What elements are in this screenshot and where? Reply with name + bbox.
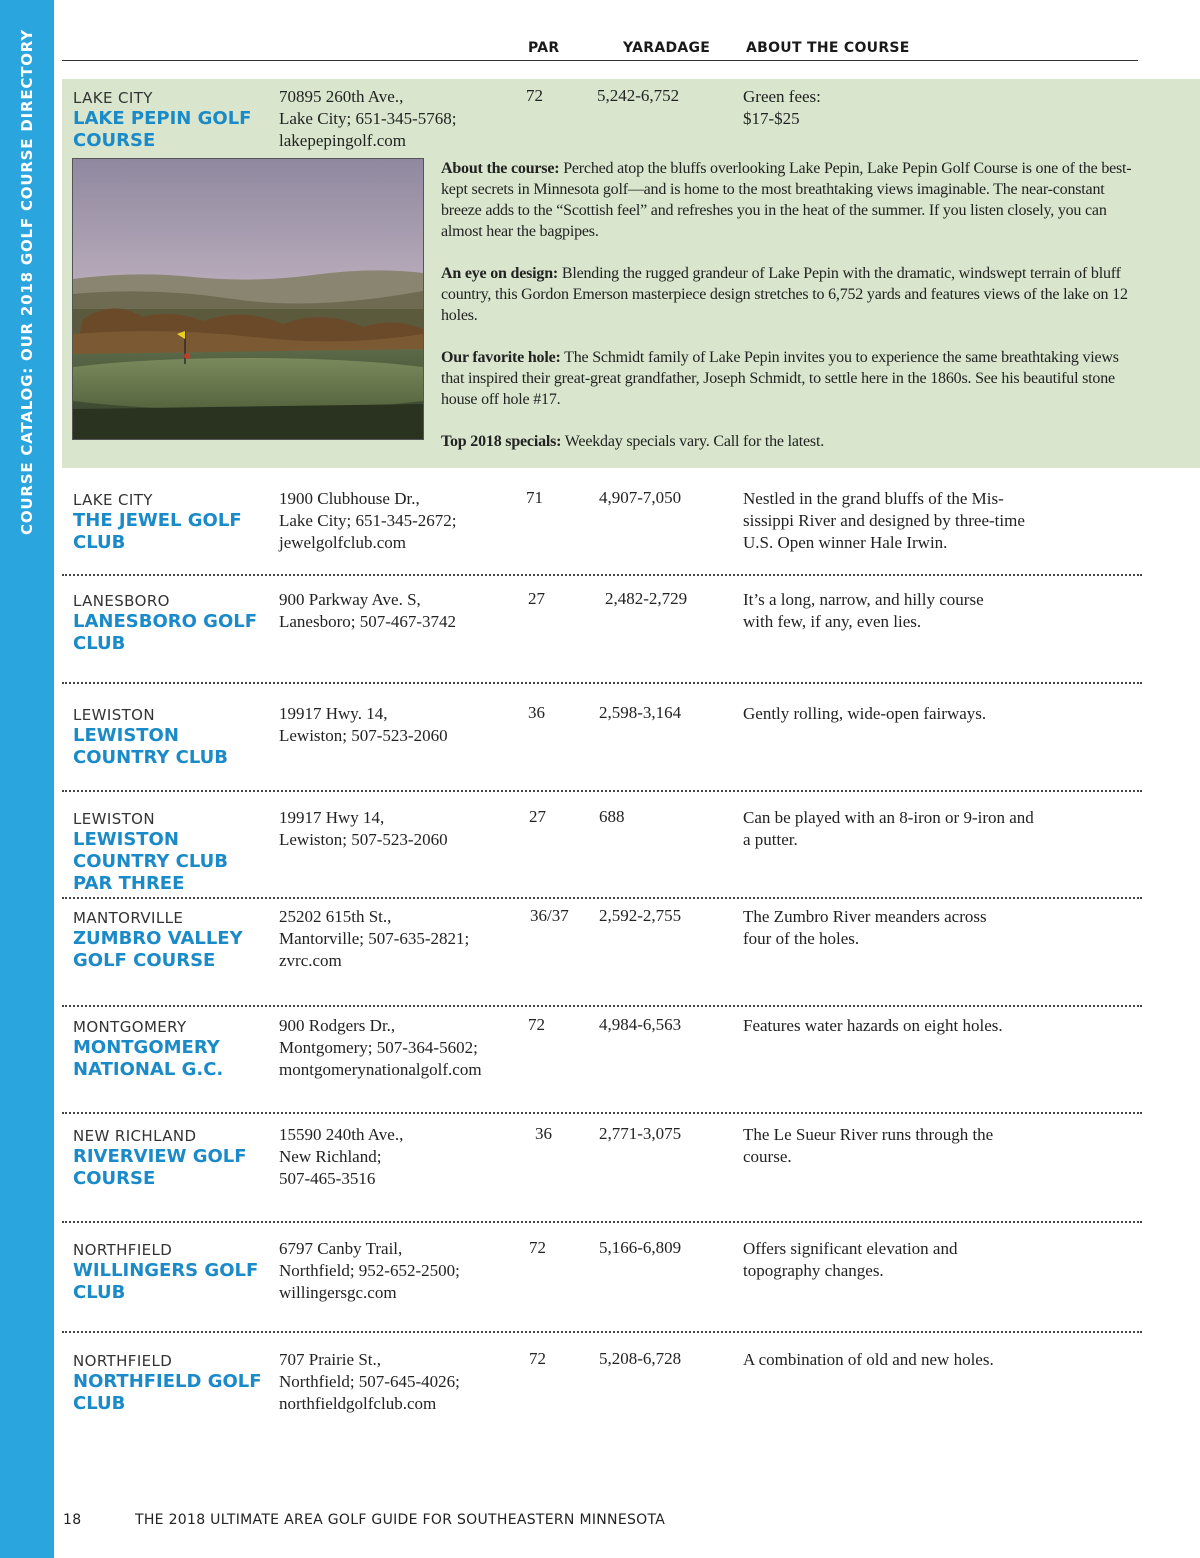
course-par: 72 — [526, 86, 543, 105]
course-city: MANTORVILLE — [73, 909, 184, 927]
course-city: LEWISTON — [73, 810, 156, 828]
address-line: 507-465-3516 — [279, 1169, 376, 1188]
desc-design — [441, 263, 1141, 326]
course-address — [279, 1124, 519, 1190]
header-par: PAR — [528, 40, 560, 56]
row-divider — [62, 682, 1142, 684]
course-about: Offers significant elevation and topography changes. — [743, 1239, 958, 1280]
green-fees-label: Green fees: — [743, 87, 821, 106]
course-yardage: 5,242-6,752 — [597, 86, 680, 105]
course-par: 72 — [528, 1015, 545, 1034]
course-yardage: 2,771-3,075 — [599, 1124, 682, 1143]
desc-label: Top 2018 specials: — [441, 433, 562, 450]
desc-about-course — [441, 158, 1141, 242]
desc-text: Perched atop the bluffs overlooking Lake Pepin, Lake Pepin Golf Course is one of the best-kept secrets in Minnesota golf—and is home to the most breathtaking views imaginable. The near-constant breeze adds to the “Scottish feel” and refreshes you in the heat of the summer. If you listen closely, you can almost hear the bagpipes. — [441, 160, 1132, 240]
course-address — [279, 488, 519, 554]
course-city: MONTGOMERY — [73, 1018, 187, 1036]
course-city: LAKE CITY — [73, 89, 153, 107]
course-city: NEW RICHLAND — [73, 1127, 197, 1145]
desc-text: Weekday specials vary. Call for the latest. — [564, 433, 824, 450]
header-rule — [62, 60, 1138, 61]
course-name: ZUMBRO VALLEY GOLF COURSE — [73, 928, 243, 971]
address-line: 70895 260th Ave., — [279, 87, 404, 106]
course-yardage: 2,598-3,164 — [599, 703, 682, 722]
course-about: A combination of old and new holes. — [743, 1350, 994, 1369]
course-address — [279, 906, 519, 972]
course-yardage: 4,984-6,563 — [599, 1015, 682, 1034]
desc-label: An eye on design: — [441, 265, 559, 282]
row-divider — [62, 897, 1142, 899]
course-address — [279, 86, 519, 152]
footer-title: THE 2018 ULTIMATE AREA GOLF GUIDE FOR SOUTHEASTERN MINNESOTA — [135, 1512, 666, 1528]
address-line: Mantorville; 507-635-2821; — [279, 929, 470, 948]
address-line: Northfield; 507-645-4026; — [279, 1372, 460, 1391]
course-yardage: 4,907-7,050 — [599, 488, 682, 507]
page-number: 18 — [63, 1512, 82, 1528]
address-line: Lanesboro; 507-467-3742 — [279, 612, 457, 631]
address-line: 707 Prairie St., — [279, 1350, 381, 1369]
course-par: 36 — [528, 703, 545, 722]
desc-specials — [441, 431, 1141, 452]
course-about — [743, 86, 1043, 130]
course-name: LEWISTON COUNTRY CLUB — [73, 725, 229, 768]
course-par: 72 — [529, 1238, 546, 1257]
course-city: NORTHFIELD — [73, 1352, 173, 1370]
desc-favorite-hole — [441, 347, 1141, 410]
address-line: New Richland; — [279, 1147, 382, 1166]
course-address — [279, 1238, 519, 1304]
course-par: 72 — [529, 1349, 546, 1368]
course-about: It’s a long, narrow, and hilly course with few, if any, even lies. — [743, 590, 984, 631]
desc-label: Our favorite hole: — [441, 349, 561, 366]
address-line: Montgomery; 507-364-5602; — [279, 1038, 478, 1057]
sidebar-title: COURSE CATALOG: OUR 2018 GOLF COURSE DIRECTORY — [18, 29, 36, 535]
course-par: 27 — [529, 807, 546, 826]
course-about: Features water hazards on eight holes. — [743, 1016, 1003, 1035]
course-yardage: 2,592-2,755 — [599, 906, 682, 925]
address-line: Lewiston; 507-523-2060 — [279, 726, 448, 745]
address-line: 15590 240th Ave., — [279, 1125, 404, 1144]
course-yardage: 2,482-2,729 — [605, 589, 688, 608]
course-address — [279, 1349, 519, 1415]
address-line: 900 Rodgers Dr., — [279, 1016, 396, 1035]
row-divider — [62, 1331, 1142, 1333]
address-line: Lake City; 651-345-5768; — [279, 109, 457, 128]
course-name: RIVERVIEW GOLF COURSE — [73, 1146, 247, 1189]
course-name: LAKE PEPIN GOLF COURSE — [73, 108, 252, 151]
course-address — [279, 589, 519, 633]
address-line: Lewiston; 507-523-2060 — [279, 830, 448, 849]
row-divider — [62, 790, 1142, 792]
course-photo — [72, 158, 424, 440]
header-about: ABOUT THE COURSE — [746, 40, 910, 56]
course-address — [279, 703, 519, 747]
header-yardage: YARADAGE — [623, 40, 711, 56]
course-city: NORTHFIELD — [73, 1241, 173, 1259]
course-about: Can be played with an 8-iron or 9-iron and a putter. — [743, 808, 1034, 849]
address-link[interactable]: zvrc.com — [279, 951, 342, 970]
course-name: WILLINGERS GOLF CLUB — [73, 1260, 259, 1303]
course-name: THE JEWEL GOLF CLUB — [73, 510, 242, 553]
address-link[interactable]: willingersgc.com — [279, 1283, 397, 1302]
course-about: Gently rolling, wide-open fairways. — [743, 704, 987, 723]
desc-label: About the course: — [441, 160, 560, 177]
course-city: LAKE CITY — [73, 491, 153, 509]
address-line: Northfield; 952-652-2500; — [279, 1261, 460, 1280]
address-line: 1900 Clubhouse Dr., — [279, 489, 420, 508]
course-par: 36 — [535, 1124, 552, 1143]
course-about: The Zumbro River meanders across four of the holes. — [743, 907, 987, 948]
course-name: MONTGOMERY NATIONAL G.C. — [73, 1037, 224, 1080]
course-about: Nestled in the grand bluffs of the Mis-sissippi River and designed by three-time U.S. Open winner Hale Irwin. — [743, 489, 1025, 552]
row-divider — [62, 574, 1142, 576]
sidebar — [0, 0, 54, 1558]
course-address — [279, 807, 519, 851]
course-city: LANESBORO — [73, 592, 170, 610]
address-line: Lake City; 651-345-2672; — [279, 511, 457, 530]
row-divider — [62, 1112, 1142, 1114]
course-yardage: 5,208-6,728 — [599, 1349, 682, 1368]
featured-description — [441, 158, 1141, 473]
course-par: 71 — [526, 488, 543, 507]
course-name: NORTHFIELD GOLF CLUB — [73, 1371, 262, 1414]
address-line: 900 Parkway Ave. S, — [279, 590, 421, 609]
course-address — [279, 1015, 519, 1081]
address-link[interactable]: jewelgolfclub.com — [279, 533, 406, 552]
address-line: 19917 Hwy. 14, — [279, 704, 388, 723]
address-line: 6797 Canby Trail, — [279, 1239, 403, 1258]
course-par: 27 — [528, 589, 545, 608]
green-fees-value: $17-$25 — [743, 109, 800, 128]
course-par: 36/37 — [530, 906, 569, 925]
course-city: LEWISTON — [73, 706, 156, 724]
address-link[interactable]: northfieldgolfclub.com — [279, 1394, 437, 1413]
desc-text: The Schmidt family of Lake Pepin invites you to experience the same breathtaking views that inspired their great-great grandfather, Joseph Schmidt, to settle here in the 1860s. See his beautiful stone house off hole #17. — [441, 349, 1119, 408]
course-name: LANESBORO GOLF CLUB — [73, 611, 258, 654]
course-name: LEWISTON COUNTRY CLUB PAR THREE — [73, 829, 229, 894]
address-line: 19917 Hwy 14, — [279, 808, 385, 827]
course-about: The Le Sueur River runs through the course. — [743, 1125, 994, 1166]
desc-text: Blending the rugged grandeur of Lake Pepin with the dramatic, windswept terrain of bluff country, this Gordon Emerson masterpiece design stretches to 6,752 yards and features views of the lake on 12 holes. — [441, 265, 1128, 324]
course-yardage: 688 — [599, 807, 625, 826]
row-divider — [62, 1005, 1142, 1007]
row-divider — [62, 1221, 1142, 1223]
address-link[interactable]: lakepepingolf.com — [279, 131, 406, 150]
address-link[interactable]: montgomerynationalgolf.com — [279, 1060, 482, 1079]
address-line: 25202 615th St., — [279, 907, 392, 926]
course-yardage: 5,166-6,809 — [599, 1238, 682, 1257]
